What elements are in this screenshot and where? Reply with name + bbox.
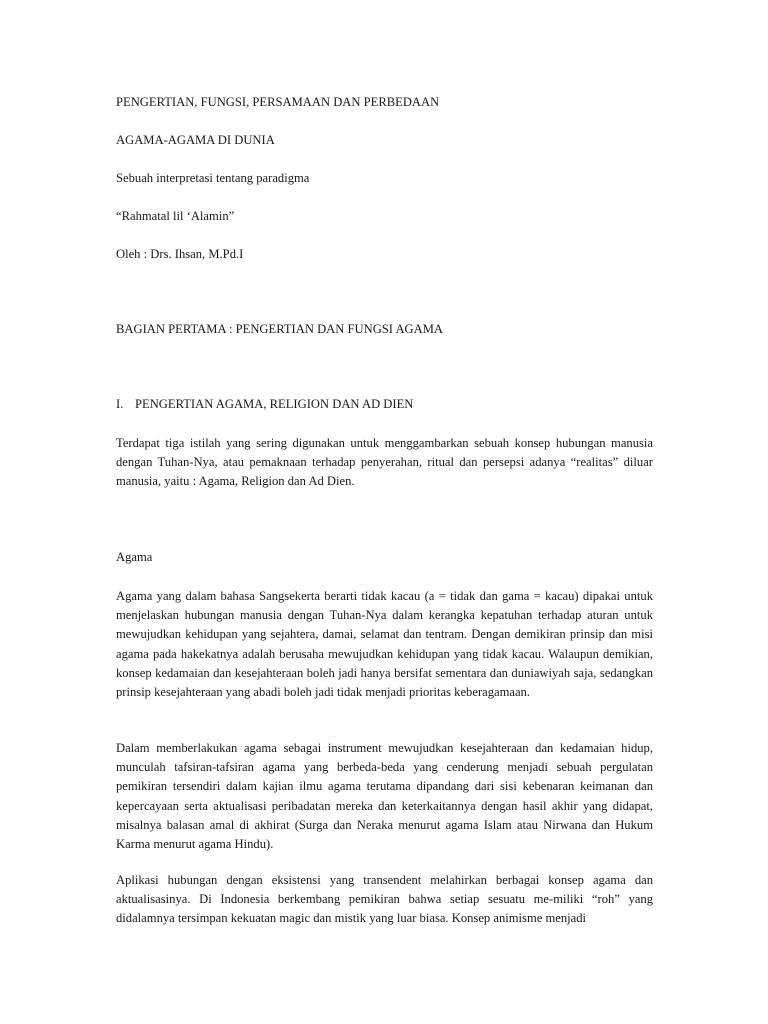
part-heading: BAGIAN PERTAMA : PENGERTIAN DAN FUNGSI AGAMA: [116, 322, 444, 336]
section-heading-text: PENGERTIAN AGAMA, RELIGION DAN AD DIEN: [135, 397, 414, 411]
document-quote: “Rahmatal lil ‘Alamin”: [116, 209, 235, 223]
paragraph-agama-interpretation: Dalam memberlakukan agama sebagai instrument mewujudkan kesejahteraan dan kedamaian hidup, munculah tafsiran-tafsiran agama yang berbeda-beda yang cenderung menjadi sebuah pergulatan pemikiran tersendiri dalam kajian ilmu agama terutama dipandang dari sisi kebenaran keimanan dan kepercayaan serta aktualisasi peribadatan mereka dan keterkaitannya dengan hasil akhir yang didapat, misalnya balasan amal di akhirat (Surga dan Neraka menurut agama Islam atau Nirwana dan Hukum Karma menurut agama Hindu).: [116, 741, 653, 852]
section-number: I.: [116, 397, 124, 411]
intro-paragraph: Terdapat tiga istilah yang sering digunakan untuk menggambarkan sebuah konsep hubungan manusia dengan Tuhan-Nya, atau pemaknaan terhadap penyerahan, ritual dan persepsi adanya “realitas” diluar manusia, yaitu : Agama, Religion dan Ad Dien.: [116, 436, 653, 489]
document-author: Oleh : Drs. Ihsan, M.Pd.I: [116, 247, 244, 261]
document-subtitle: Sebuah interpretasi tentang paradigma: [116, 171, 310, 185]
paragraph-agama-definition: Agama yang dalam bahasa Sangsekerta berarti tidak kacau (a = tidak dan gama = kacau) dipakai untuk menjelaskan hubungan manusia dengan Tuhan-Nya dalam kerangka kepatuhan terhadap aturan untuk mewujudkan kehidupan yang sejahtera, damai, selamat dan tentram. Dengan demikiran prinsip dan misi agama pada hakekatnya adalah berusaha mewujudkan kehidupan yang tidak kacau. Walaupun demikian, konsep kedamaian dan kesejahteraan boleh jadi hanya bersifat sementara dan duniawiyah saja, sedangkan prinsip kesejahteraan yang abadi boleh jadi tidak menjadi prioritas keberagamaan.: [116, 589, 653, 700]
document-title-line-2: AGAMA-AGAMA DI DUNIA: [116, 133, 275, 147]
agama-heading: Agama: [116, 550, 153, 564]
section-heading: [116, 397, 413, 412]
paragraph-agama-application: Aplikasi hubungan dengan eksistensi yang transendent melahirkan berbagai konsep agama dan aktualisasinya. Di Indonesia berkembang pemikiran bahwa setiap sesuatu me-miliki “roh” yang didalamnya tersimpan kekuatan magic dan mistik yang luar biasa. Konsep animisme menjadi: [116, 873, 653, 926]
document-title-line-1: PENGERTIAN, FUNGSI, PERSAMAAN DAN PERBEDAAN: [116, 95, 440, 109]
